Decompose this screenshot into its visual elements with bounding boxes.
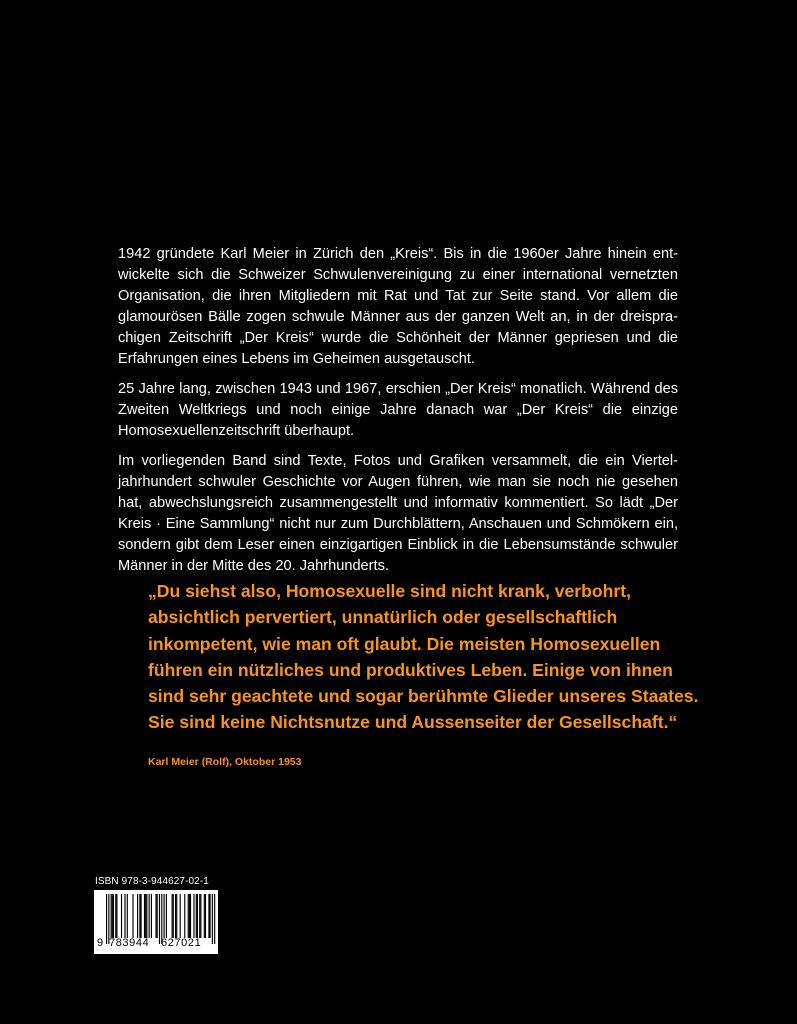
barcode-bar [164,894,165,938]
barcode-bar [175,894,176,938]
barcode-bar [166,894,167,938]
barcode-bar [180,894,181,938]
quote-attribution: Karl Meier (Rolf), Oktober 1953 [148,756,302,768]
barcode-bar [111,894,112,938]
barcode-bar [193,894,194,938]
barcode-bar [112,894,113,938]
barcode-bar [137,894,138,938]
barcode-bar [189,894,190,938]
barcode-bar [132,894,133,938]
barcode-bar [173,894,174,938]
barcode-bar [145,894,146,938]
barcode-bar [188,894,189,938]
barcode-bar [149,894,150,938]
barcode-bar [127,894,128,938]
barcode-bar [116,894,117,938]
barcode-bar [172,894,173,938]
barcode-bar [196,894,197,938]
blurb-paragraph-1: 1942 gründete Karl Meier in Zürich den „Kreis“. Bis in die 1960er Jahre hinein entwickelte sich die Schweizer Schwulenvereinigung zu einer international vernetzten Organisation, die ihren Mitgliedern mit Rat und Tat zur Seite stand. Vor allem die glamourösen Bälle zogen schwule Männer aus der ganzen Welt an, in der dreisprachigen Zeitschrift „Der Kreis“ wurde die Schönheit der Männer gepriesen und die Erfahrungen eines Lebens im Geheimen ausgetauscht. [118,246,678,367]
barcode-bar [157,894,158,938]
barcode-left-digits: 783944 [109,937,150,949]
barcode-bar [200,894,201,938]
barcode-first-digit: 9 [97,937,104,949]
barcode-bar [205,894,206,938]
pull-quote: „Du siehst also, Homosexuelle sind nicht krank, verbohrt, absichtlich pervertiert, unnatürlich oder gesellschaftlich inkompetent, wie man oft glaubt. Die meisten Homosexuellen führen ein nützliches und produktives Leben. Einige von ihnen sind sehr geachtete und sogar berühmte Glieder unseres Staates. Sie sind keine Nichtsnutze und Aussenseiter der Gesellschaft.“ [148,581,699,733]
blurb-text [118,244,678,586]
barcode-bar [204,894,205,938]
barcode-bar [199,894,200,938]
barcode-bar [113,894,114,938]
barcode-bar [208,894,209,938]
barcode-digits [94,937,218,953]
barcode-bar [176,894,177,938]
barcode-bar [184,894,185,938]
barcode-bar [139,894,140,938]
barcode-bar [155,894,156,938]
isbn-label: ISBN 978-3-944627-02-1 [95,876,209,887]
barcode-bar [115,894,116,938]
barcode-bar [197,894,198,938]
blurb-paragraph-2: 25 Jahre lang, zwischen 1943 und 1967, erschien „Der Kreis“ monatlich. Während des Zweiten Weltkriegs und noch einige Jahre danach war „Der Kreis“ die einzige Homosexuellenzeitschrift überhaupt. [118,381,678,439]
blurb-paragraph-3: Im vorliegenden Band sind Texte, Fotos und Grafiken versammelt, die ein Vierteljahrhundert schwuler Geschichte vor Augen führen, wie man sie noch nie gesehen hat, abwechslungsreich zusammengestellt und informativ kommentiert. So lädt „Der Kreis · Eine Sammlung“ nicht nur zum Durchblättern, Anschauen und Schmökern ein, sondern gibt dem Leser einen einzigartigen Einblick in die Lebensumstände schwuler Männer in der Mitte des 20. Jahrhunderts. [118,453,678,574]
barcode-bar [141,894,142,938]
isbn-barcode [94,890,218,954]
barcode-right-digits: 627021 [161,937,202,949]
barcode-bar [146,894,147,938]
barcode-bar [151,894,152,938]
barcode-bar [210,894,211,938]
barcode-bar [121,894,122,938]
barcode-bar [124,894,125,938]
barcode-bar [144,894,145,938]
barcode-bar [190,894,191,938]
